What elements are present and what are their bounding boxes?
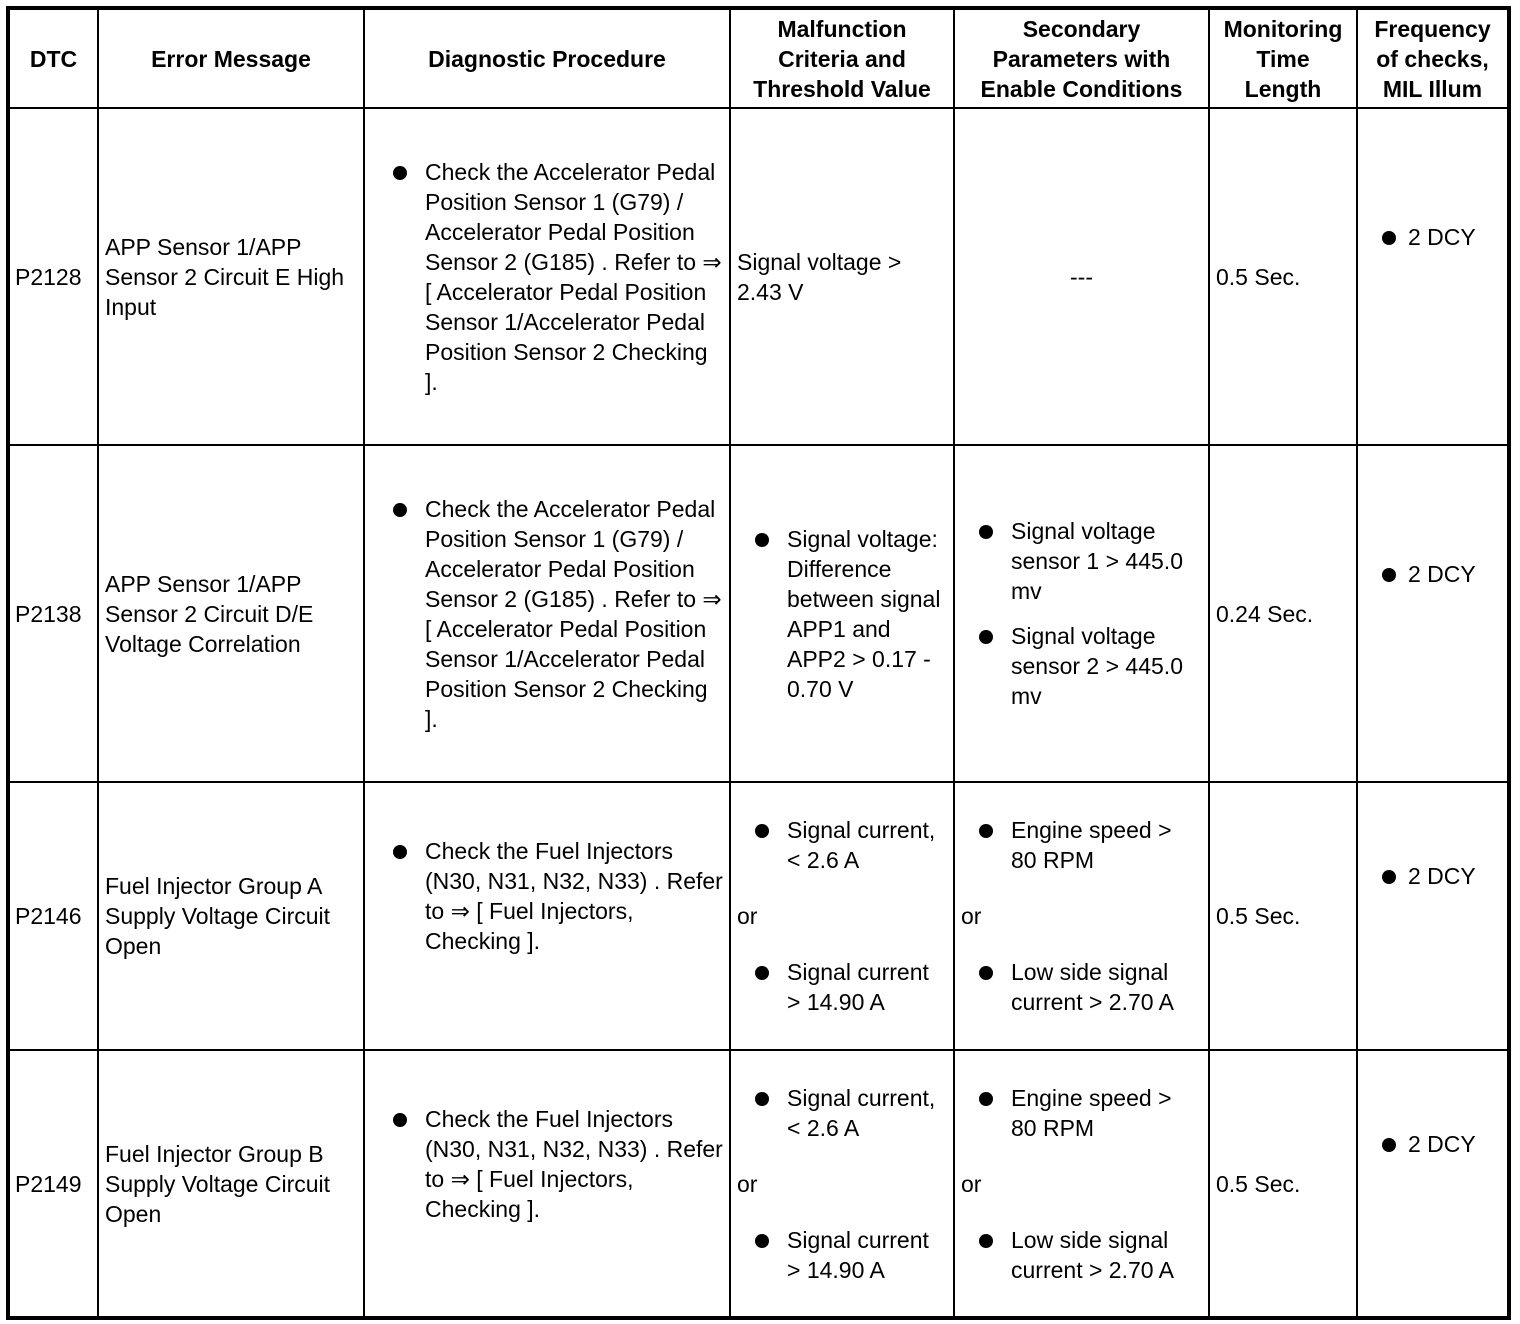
malfunction-criteria [730, 782, 954, 1050]
frequency [1357, 108, 1509, 445]
criteria-text: Signal current, < 2.6 A [787, 817, 936, 873]
frequency [1357, 445, 1509, 782]
diagnostic-procedure [364, 1050, 730, 1318]
bullet-icon [1382, 568, 1396, 582]
bullet-icon [979, 1092, 993, 1106]
header-monitoring-time: Monitoring Time Length [1209, 8, 1357, 108]
monitoring-time: 0.24 Sec. [1209, 445, 1357, 782]
diagnostic-procedure [364, 782, 730, 1050]
criteria-text: Signal current > 14.90 A [787, 959, 929, 1015]
frequency-text: 2 DCY [1408, 560, 1476, 587]
list-item [979, 815, 1202, 875]
list-item [1382, 222, 1501, 252]
criteria-text: Signal current > 14.90 A [787, 1226, 929, 1283]
header-malfunction-criteria: Malfunction Criteria and Threshold Value [730, 8, 954, 108]
list-item [979, 957, 1202, 1017]
secondary-parameters [954, 445, 1209, 782]
dtc-table [6, 6, 1511, 1320]
procedure-text: Check the Fuel Injectors (N30, N31, N32, N33) . Refer to ⇒ [ Fuel Injectors, Checking ]. [425, 838, 723, 954]
list-item [979, 1083, 1202, 1143]
bullet-icon [1382, 231, 1396, 245]
table-row [8, 1050, 1509, 1318]
error-message: APP Sensor 1/APP Sensor 2 Circuit E High Input [98, 108, 364, 445]
list-item [755, 1225, 947, 1285]
header-error-message: Error Message [98, 8, 364, 108]
criteria-text: Signal current, < 2.6 A [787, 1084, 936, 1141]
monitoring-time: 0.5 Sec. [1209, 1050, 1357, 1318]
secondary-text: Signal voltage sensor 1 > 445.0 mv [1011, 518, 1183, 604]
list-item [979, 516, 1202, 606]
header-frequency: Frequency of checks, MIL Illum [1357, 8, 1509, 108]
malfunction-criteria [730, 1050, 954, 1318]
error-message: APP Sensor 1/APP Sensor 2 Circuit D/E Voltage Correlation [98, 445, 364, 782]
monitoring-time: 0.5 Sec. [1209, 782, 1357, 1050]
or-label: or [961, 1170, 982, 1197]
dtc-code: P2128 [8, 108, 98, 445]
header-dtc: DTC [8, 8, 98, 108]
dtc-code: P2149 [8, 1050, 98, 1318]
procedure-text: Check the Fuel Injectors (N30, N31, N32, N33) . Refer to ⇒ [ Fuel Injectors, Checking ]. [425, 1105, 723, 1222]
list-item [1382, 861, 1501, 891]
list-item [979, 1225, 1202, 1285]
list-item [393, 1104, 723, 1224]
bullet-icon [979, 966, 993, 980]
bullet-icon [755, 824, 769, 838]
diagnostic-procedure [364, 108, 730, 445]
bullet-icon [755, 966, 769, 980]
list-item [755, 957, 947, 1017]
bullet-icon [755, 1234, 769, 1248]
table-row [8, 445, 1509, 782]
criteria-text: Signal voltage: Difference between signal APP1 and APP2 > 0.17 - 0.70 V [787, 525, 941, 702]
dtc-code: P2146 [8, 782, 98, 1050]
frequency-text: 2 DCY [1408, 863, 1476, 889]
list-item [755, 524, 947, 704]
list-item [979, 621, 1202, 711]
bullet-icon [755, 1092, 769, 1106]
list-item [1382, 1129, 1501, 1159]
list-item [393, 494, 723, 734]
bullet-icon [393, 166, 407, 180]
bullet-icon [979, 1234, 993, 1248]
diagnostic-procedure [364, 445, 730, 782]
error-message: Fuel Injector Group B Supply Voltage Circuit Open [98, 1050, 364, 1318]
table-row [8, 782, 1509, 1050]
secondary-parameters: --- [954, 108, 1209, 445]
or-label: or [961, 903, 982, 929]
header-diagnostic-procedure: Diagnostic Procedure [364, 8, 730, 108]
procedure-text: Check the Accelerator Pedal Position Sensor 1 (G79) / Accelerator Pedal Position Sensor 2 (G185) . Refer to ⇒ [ Accelerator Pedal Position Sensor 1/Accelerator Pedal Position Sensor 2 Checking ]. [425, 158, 722, 395]
list-item [393, 157, 723, 397]
list-item [755, 1083, 947, 1143]
list-item [1382, 559, 1501, 589]
bullet-icon [979, 824, 993, 838]
frequency [1357, 782, 1509, 1050]
bullet-icon [393, 1113, 407, 1127]
bullet-icon [393, 845, 407, 859]
list-item [755, 815, 947, 875]
malfunction-criteria: Signal voltage > 2.43 V [730, 108, 954, 445]
bullet-icon [1382, 1138, 1396, 1152]
secondary-text: Low side signal current > 2.70 A [1011, 959, 1175, 1015]
or-label: or [737, 1170, 758, 1197]
dtc-code: P2138 [8, 445, 98, 782]
malfunction-criteria [730, 445, 954, 782]
header-secondary-parameters: Secondary Parameters with Enable Conditions [954, 8, 1209, 108]
bullet-icon [393, 503, 407, 517]
header-row [8, 8, 1509, 108]
frequency-text: 2 DCY [1408, 223, 1476, 250]
bullet-icon [979, 525, 993, 539]
bullet-icon [979, 630, 993, 644]
procedure-text: Check the Accelerator Pedal Position Sensor 1 (G79) / Accelerator Pedal Position Sensor 2 (G185) . Refer to ⇒ [ Accelerator Pedal Position Sensor 1/Accelerator Pedal Position Sensor 2 Checking ]. [425, 495, 722, 732]
secondary-text: Engine speed > 80 RPM [1011, 817, 1172, 873]
bullet-icon [755, 533, 769, 547]
frequency [1357, 1050, 1509, 1318]
table-row [8, 108, 1509, 445]
frequency-text: 2 DCY [1408, 1130, 1476, 1157]
secondary-parameters [954, 782, 1209, 1050]
secondary-text: Engine speed > 80 RPM [1011, 1084, 1172, 1141]
secondary-text: Low side signal current > 2.70 A [1011, 1226, 1175, 1283]
secondary-text: Signal voltage sensor 2 > 445.0 mv [1011, 623, 1183, 709]
or-label: or [737, 903, 758, 929]
secondary-parameters [954, 1050, 1209, 1318]
bullet-icon [1382, 870, 1396, 884]
monitoring-time: 0.5 Sec. [1209, 108, 1357, 445]
list-item [393, 836, 723, 956]
error-message: Fuel Injector Group A Supply Voltage Circuit Open [98, 782, 364, 1050]
